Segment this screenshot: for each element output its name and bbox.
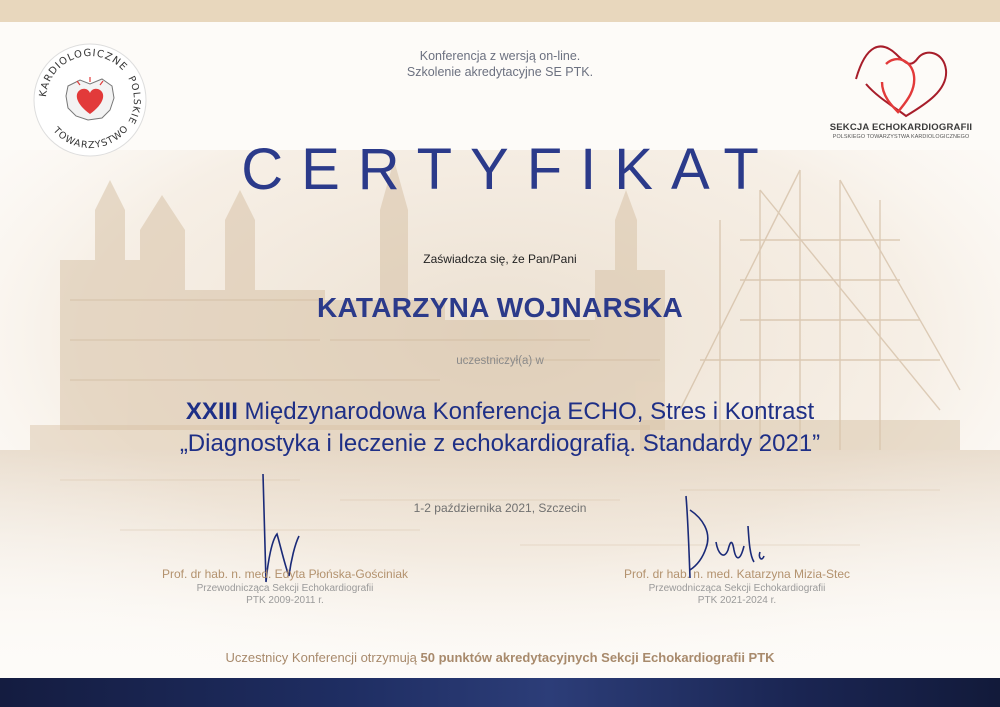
signer-left-term: PTK 2009-2011 r. bbox=[246, 595, 324, 606]
se-logo bbox=[826, 34, 976, 144]
event-roman-numeral: XXIII bbox=[185, 398, 238, 425]
signer-left bbox=[135, 567, 435, 607]
signer-left-role: Przewodnicząca Sekcji Echokardiografii bbox=[196, 583, 374, 594]
se-logo-subtitle: POLSKIEGO TOWARZYSTWA KARDIOLOGICZNEGO bbox=[832, 134, 970, 140]
heart-outline-icon bbox=[826, 34, 976, 124]
header-note-line2: Szkolenie akredytacyjne SE PTK. bbox=[406, 65, 594, 79]
date-place: 1-2 października 2021, Szczecin bbox=[413, 501, 587, 515]
signer-right-term: PTK 2021-2024 r. bbox=[697, 595, 777, 606]
signer-right-role: Przewodnicząca Sekcji Echokardiografii bbox=[648, 583, 826, 594]
header-note bbox=[330, 48, 670, 80]
top-decorative-bar bbox=[0, 0, 1000, 22]
recipient-name: KATARZYNA WOJNARSKA bbox=[316, 292, 684, 323]
ptk-logo-text-right: POLSKIE bbox=[125, 74, 143, 127]
signer-right-name: Prof. dr hab. n. med. Katarzyna Mizia-Stec bbox=[623, 567, 851, 581]
event-line-2: „Diagnostyka i leczenie z echokardiografią. Standardy 2021” bbox=[179, 430, 821, 457]
event-title bbox=[60, 396, 940, 460]
ptk-logo-text-bottom: TOWARZYSTWO bbox=[50, 123, 132, 152]
header-note-line1: Konferencja z wersją on-line. bbox=[419, 49, 581, 63]
event-line-1 bbox=[60, 396, 940, 428]
attest-text: Zaświadcza się, że Pan/Pani bbox=[423, 252, 577, 266]
event-line-1-text: Międzynarodowa Konferencja ECHO, Stres i Kontrast bbox=[237, 398, 815, 425]
signer-right bbox=[587, 567, 887, 607]
footer-note bbox=[100, 650, 900, 665]
ptk-logo bbox=[28, 38, 152, 162]
bottom-decorative-band bbox=[0, 678, 1000, 707]
signer-left-name: Prof. dr hab. n. med. Edyta Płońska-Gościniak bbox=[161, 567, 409, 581]
footer-note-points: 50 punktów akredytacyjnych Sekcji Echokardiografii PTK bbox=[420, 650, 775, 665]
certificate-title: CERTYFIKAT bbox=[241, 137, 777, 202]
ptk-logo-text-top: KARDIOLOGICZNE bbox=[38, 47, 130, 98]
footer-note-prefix: Uczestnicy Konferencji otrzymują bbox=[225, 650, 421, 665]
se-logo-title: SEKCJA ECHOKARDIOGRAFII bbox=[829, 122, 973, 133]
participated-text: uczestniczył(a) w bbox=[456, 355, 544, 367]
